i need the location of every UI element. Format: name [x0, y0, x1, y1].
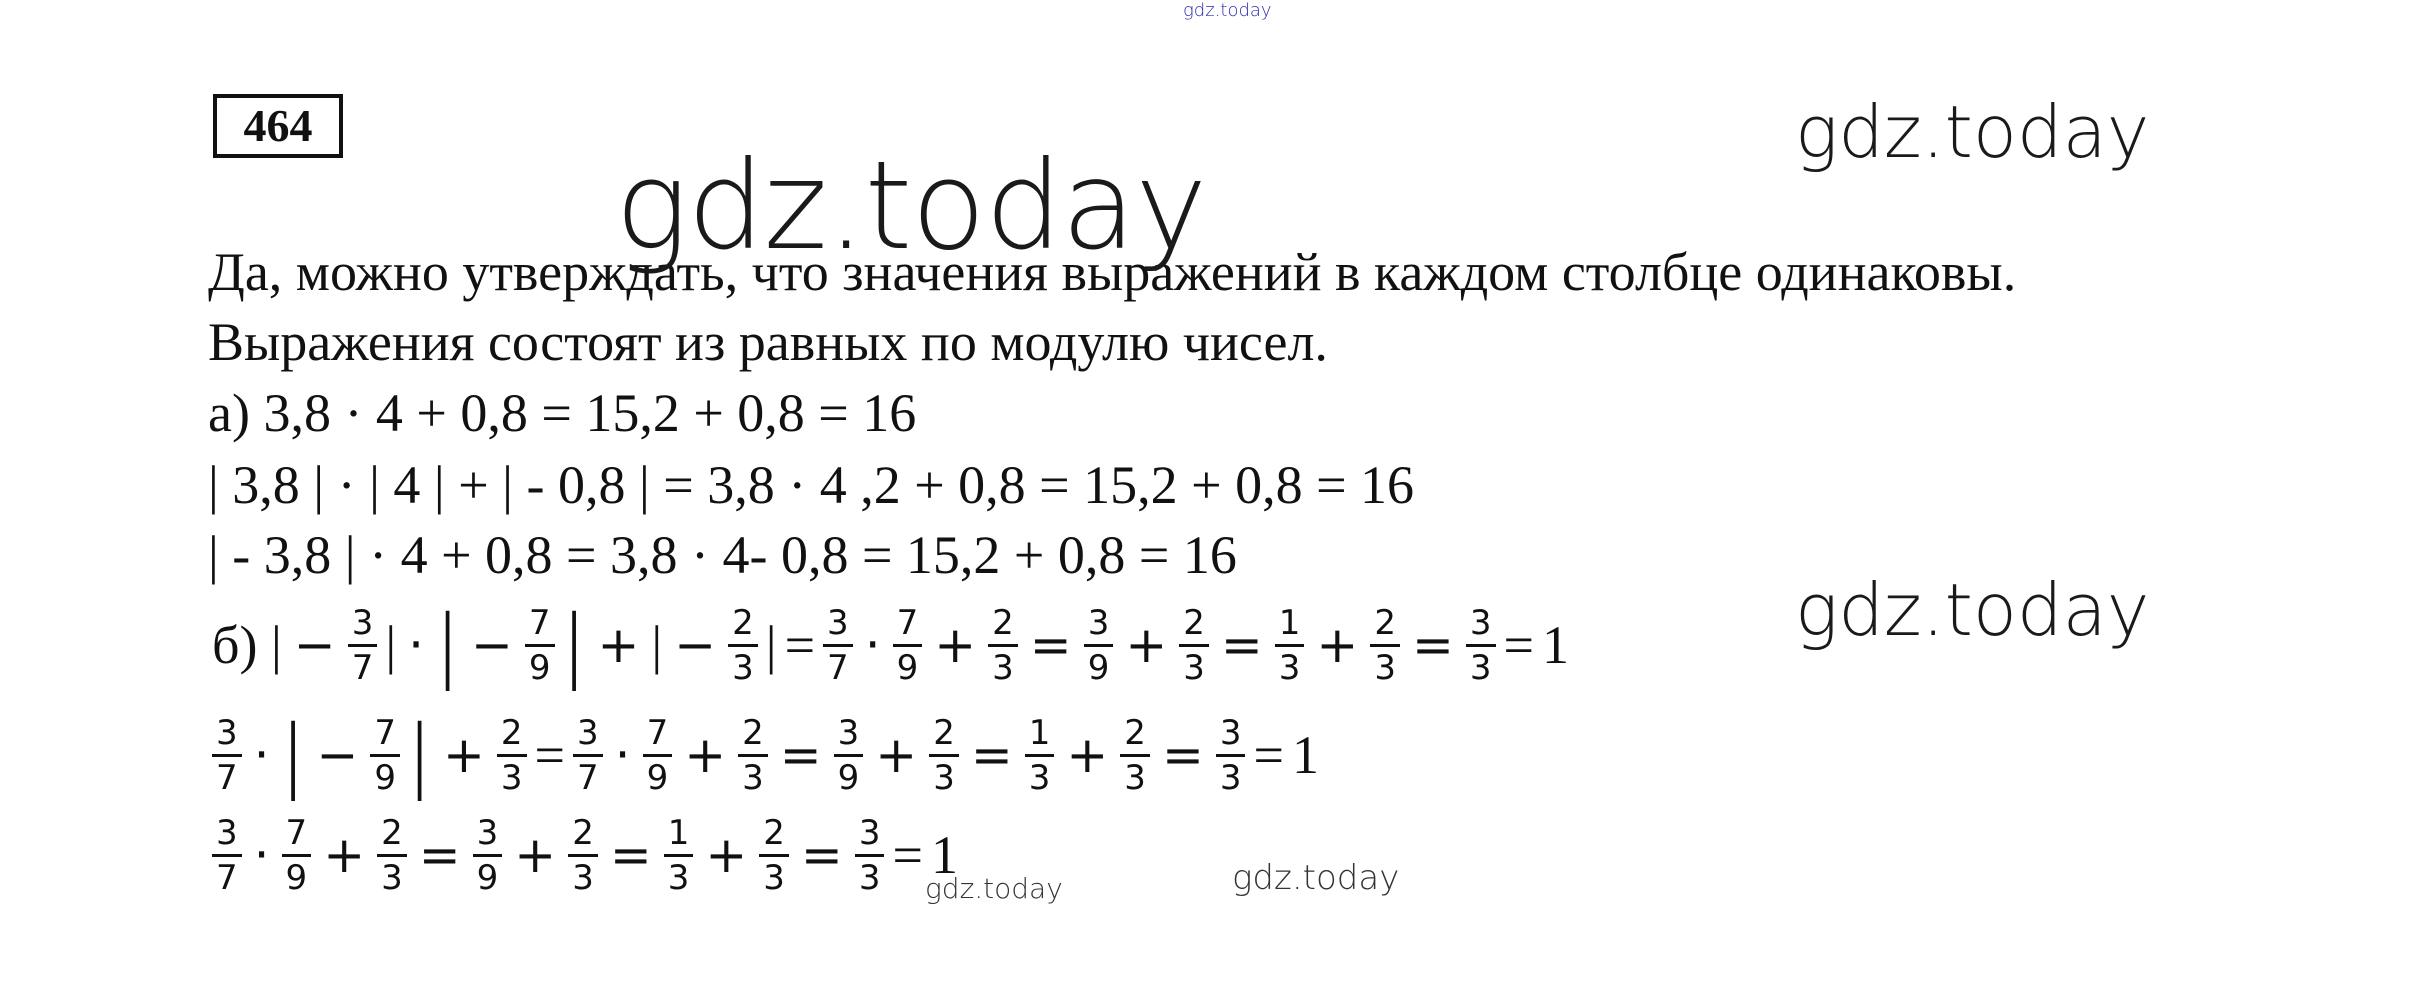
- fraction-3-7: $\frac{3}{7}$: [823, 604, 853, 687]
- fraction-7-9: $\frac{7}{9}$: [370, 714, 400, 797]
- equals-sign: =: [1253, 725, 1284, 785]
- fraction-3-9: $\frac{3}{9}$: [834, 714, 864, 797]
- watermark-top: gdz.today: [1183, 0, 1272, 21]
- equals-sign: =: [534, 725, 566, 785]
- fraction-3-9: $\frac{3}{9}$: [1084, 604, 1114, 687]
- fraction-2-3: $\frac{2}{3}$: [759, 814, 789, 897]
- fraction-7-9: $\frac{7}{9}$: [643, 714, 673, 797]
- part-a-line-1: а) 3,8 · 4 + 0,8 = 15,2 + 0,8 = 16: [208, 383, 917, 443]
- equals-sign: =: [1220, 616, 1263, 674]
- abs-bar: |: [385, 615, 397, 675]
- watermark-small-1: gdz.today: [925, 872, 1063, 905]
- abs-bar: |: [765, 615, 777, 675]
- equals-sign: =: [892, 825, 923, 885]
- plus-sign: +: [684, 726, 727, 784]
- watermark-small-2: gdz.today: [1232, 858, 1400, 898]
- part-b-line-2: [208, 700, 1323, 810]
- fraction-2-3: $\frac{2}{3}$: [377, 814, 407, 897]
- abs-bar: |: [434, 598, 461, 691]
- fraction-7-9: $\frac{7}{9}$: [893, 604, 923, 687]
- equals-sign: =: [800, 826, 843, 884]
- equals-sign: =: [418, 826, 461, 884]
- plus-sign: +: [323, 826, 366, 884]
- result-one: 1: [1291, 725, 1319, 785]
- plus-sign: +: [597, 616, 640, 674]
- equals-sign: =: [970, 726, 1013, 784]
- minus-sign: −: [316, 726, 359, 784]
- fraction-7-9: $\frac{7}{9}$: [525, 604, 555, 687]
- minus-sign: −: [471, 616, 513, 674]
- minus-sign: −: [293, 616, 336, 674]
- fraction-2-3: $\frac{2}{3}$: [1179, 604, 1209, 687]
- fraction-3-9: $\frac{3}{9}$: [473, 814, 503, 897]
- dot-sign: ·: [864, 616, 881, 674]
- equals-sign: =: [609, 826, 652, 884]
- fraction-3-7: $\frac{3}{7}$: [212, 714, 242, 797]
- answer-line-2: Выражения состоят из равных по модулю чисел.: [208, 312, 1328, 372]
- equals-sign: =: [1411, 616, 1454, 674]
- fraction-3-3: $\frac{3}{3}$: [1216, 714, 1246, 797]
- equals-sign: =: [784, 615, 816, 675]
- fraction-2-3: $\frac{2}{3}$: [728, 604, 758, 687]
- equals-sign: =: [1029, 616, 1072, 674]
- part-a-line-2: | 3,8 | · | 4 | + | - 0,8 | = 3,8 · 4 ,2 + 0,8 = 15,2 + 0,8 = 16: [208, 455, 1415, 515]
- fraction-3-7: $\frac{3}{7}$: [573, 714, 603, 797]
- answer-line-1: Да, можно утверждать, что значения выражений в каждом столбце одинаковы.: [208, 242, 2017, 302]
- dot-sign: ·: [253, 826, 270, 884]
- fraction-3-7: $\frac{3}{7}$: [348, 604, 378, 687]
- fraction-2-3: $\frac{2}{3}$: [1370, 604, 1400, 687]
- fraction-3-7: $\frac{3}{7}$: [212, 814, 242, 897]
- abs-bar: |: [406, 708, 433, 801]
- abs-bar: |: [560, 598, 588, 691]
- plus-sign: +: [875, 726, 918, 784]
- result-one: 1: [930, 825, 958, 885]
- fraction-2-3: $\frac{2}{3}$: [1120, 714, 1150, 797]
- abs-bar: |: [279, 708, 307, 801]
- plus-sign: +: [1066, 726, 1109, 784]
- watermark-big: gdz.today: [615, 135, 1207, 277]
- fraction-3-3: $\frac{3}{3}$: [855, 814, 885, 897]
- plus-sign: +: [934, 616, 977, 674]
- equals-sign: =: [1161, 726, 1204, 784]
- part-b-line-1: [208, 590, 1573, 700]
- part-a-line-3: | - 3,8 | · 4 + 0,8 = 3,8 · 4- 0,8 = 15,2 + 0,8 = 16: [208, 525, 1237, 585]
- fraction-7-9: $\frac{7}{9}$: [282, 814, 312, 897]
- fraction-3-3: $\frac{3}{3}$: [1466, 604, 1496, 687]
- equals-sign: =: [779, 726, 822, 784]
- fraction-2-3: $\frac{2}{3}$: [497, 714, 527, 797]
- fraction-2-3: $\frac{2}{3}$: [988, 604, 1018, 687]
- part-b-line-3: [208, 800, 962, 910]
- b-prefix: б) |: [212, 615, 282, 675]
- equals-sign: =: [1503, 615, 1534, 675]
- plus-sign: +: [705, 826, 748, 884]
- watermark-right-2: gdz.today: [1795, 568, 2150, 652]
- plus-sign: +: [1316, 616, 1359, 674]
- task-number-box: 464: [213, 94, 343, 158]
- watermark-right-1: gdz.today: [1795, 90, 2150, 174]
- abs-bar: |: [651, 615, 663, 675]
- fraction-1-3: $\frac{1}{3}$: [664, 814, 694, 897]
- fraction-2-3: $\frac{2}{3}$: [929, 714, 959, 797]
- plus-sign: +: [514, 826, 557, 884]
- dot-sign: ·: [408, 616, 425, 674]
- plus-sign: +: [1125, 616, 1168, 674]
- fraction-2-3: $\frac{2}{3}$: [568, 814, 598, 897]
- plus-sign: +: [443, 726, 485, 784]
- dot-sign: ·: [253, 726, 270, 784]
- result-one: 1: [1541, 615, 1569, 675]
- fraction-1-3: $\frac{1}{3}$: [1275, 604, 1305, 687]
- dot-sign: ·: [614, 726, 631, 784]
- fraction-1-3: $\frac{1}{3}$: [1025, 714, 1055, 797]
- fraction-2-3: $\frac{2}{3}$: [738, 714, 768, 797]
- minus-sign: −: [674, 616, 717, 674]
